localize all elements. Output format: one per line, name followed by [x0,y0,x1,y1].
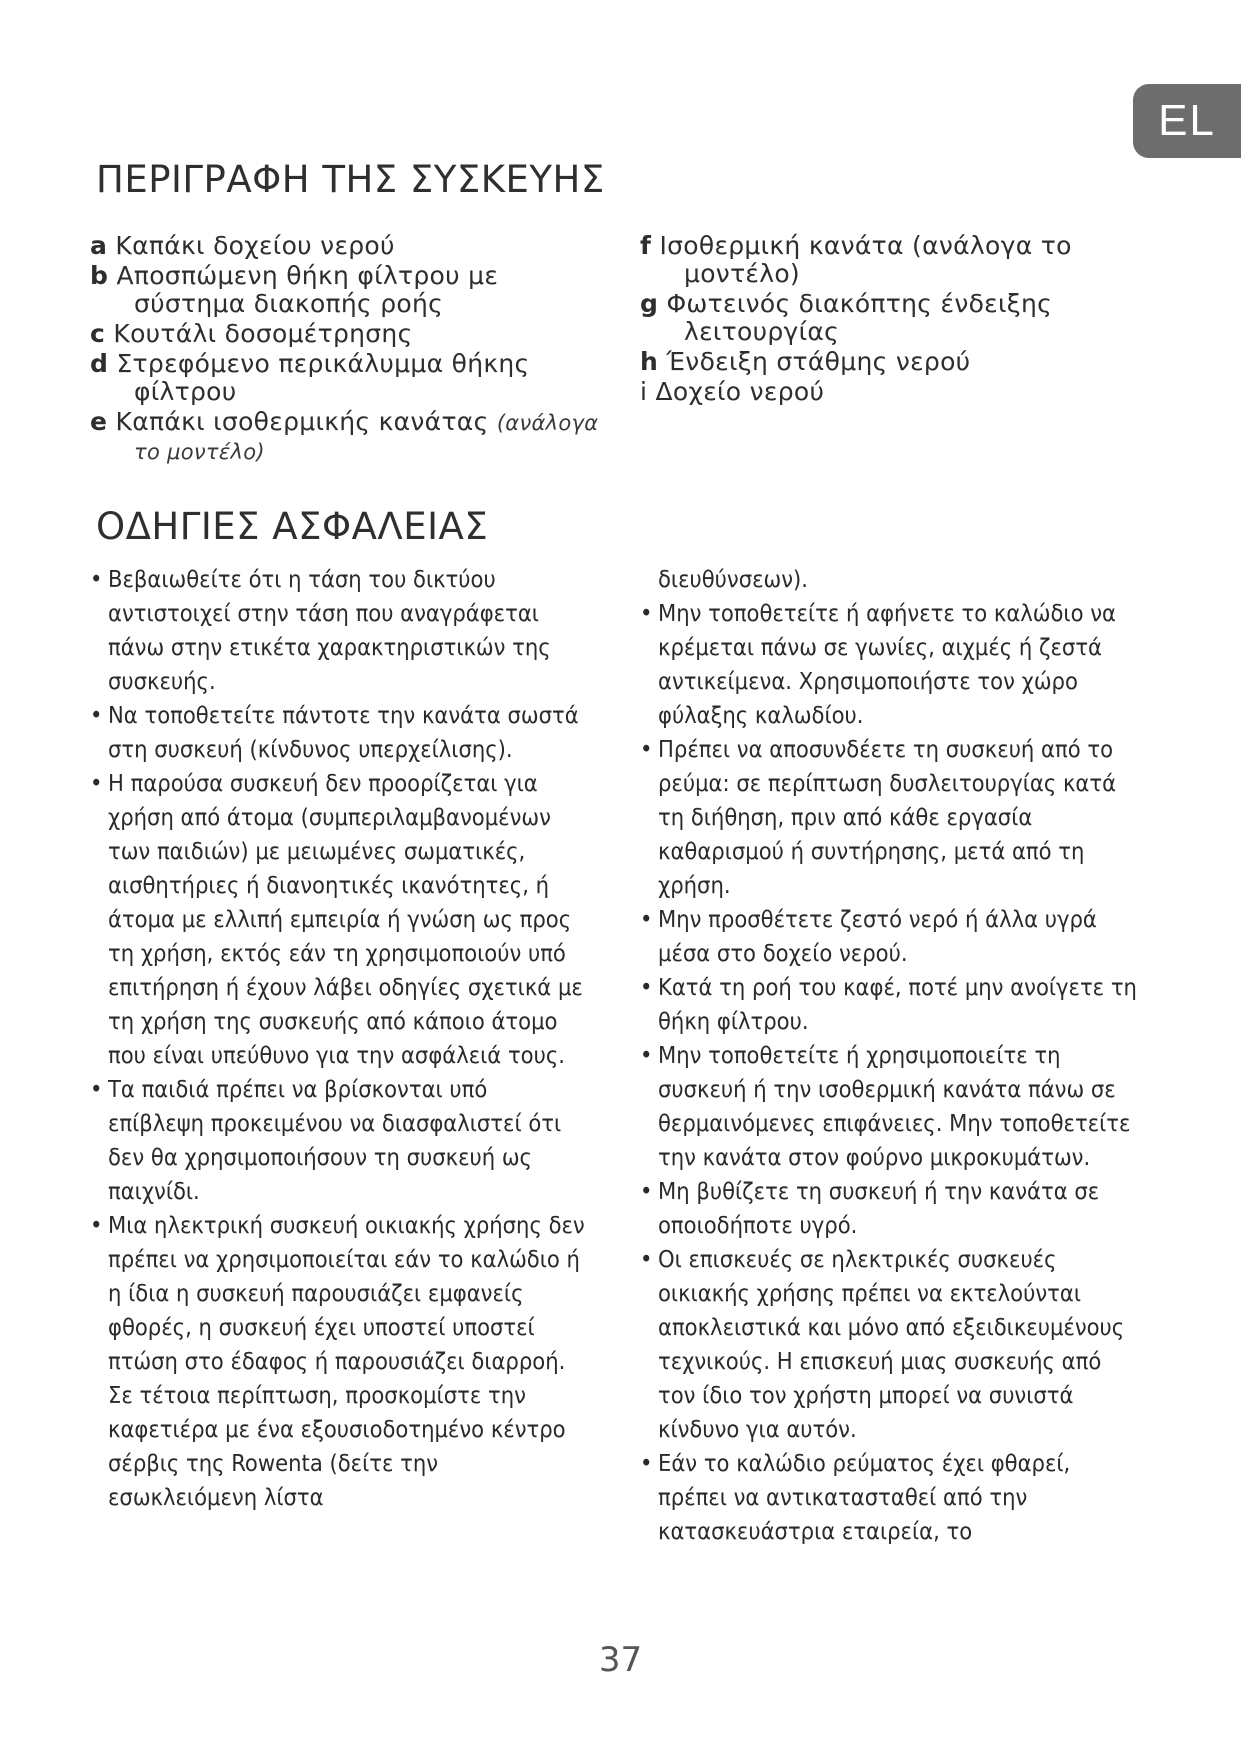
safety-item: • Κατά τη ροή του καφέ, ποτέ μην ανοίγετε τη θήκη φίλτρου. [640,970,1140,1038]
safety-list-right [640,562,1140,1548]
safety-item: • Να τοποθετείτε πάντοτε την κανάτα σωστά στη συσκευή (κίνδυνος υπερχείλισης). [90,698,590,766]
part-item: h Ένδειξη στάθμης νερού [640,347,971,376]
description-heading: ΠΕΡΙΓΡΑΦΗ ΤΗΣ ΣΥΣΚΕΥΗΣ [96,158,605,201]
language-tab: EL [1133,84,1241,158]
part-item: g Φωτεινός διακόπτης ένδειξης λειτουργίας [640,289,1053,346]
safety-item: • Πρέπει να αποσυνδέετε τη συσκευή από το ρεύμα: σε περίπτωση δυσλειτουργίας κατά τη διήθηση, πριν από κάθε εργασία καθαρισμού ή συντήρησης, μετά από τη χρήση. [640,732,1140,902]
safety-item: • Εάν το καλώδιο ρεύματος έχει φθαρεί, πρέπει να αντικατασταθεί από την κατασκευάστρια εταιρεία, το [640,1446,1140,1548]
safety-item: • Μη βυθίζετε τη συσκευή ή την κανάτα σε οποιοδήποτε υγρό. [640,1174,1140,1242]
model-note: (ανάλογα το μοντέλο) [134,411,599,464]
part-item: f Ισοθερμική κανάτα (ανάλογα το μοντέλο) [640,231,1072,288]
part-item: d Στρεφόμενο περικάλυμμα θήκης φίλτρου [90,349,530,406]
safety-item: • Μην τοποθετείτε ή χρησιμοποιείτε τη συσκευή ή την ισοθερμική κανάτα πάνω σε θερμαινόμενες επιφάνειες. Μην τοποθετείτε την κανάτα στον φούρνο μικροκυμάτων. [640,1038,1140,1174]
part-item: a Καπάκι δοχείου νερού [90,231,395,260]
safety-item: • Μην τοποθετείτε ή αφήνετε το καλώδιο να κρέμεται πάνω σε γωνίες, αιχμές ή ζεστά αντικείμενα. Χρησιμοποιήστε τον χώρο φύλαξης καλωδίου. [640,596,1140,732]
safety-item: • Η παρούσα συσκευή δεν προορίζεται για χρήση από άτομα (συμπεριλαμβανομένων των παιδιών) με μειωμένες σωματικές, αισθητήριες ή διανοητικές ικανότητες, ή άτομα με ελλιπή εμπειρία ή γνώση ως προς τη χρήση, εκτός εάν τη χρησιμοποιούν υπό επιτήρηση ή έχουν λάβει οδηγίες σχετικά με τη χρήση της συσκευής από κάποιο άτομο που είναι υπεύθυνο για την ασφάλειά τους. [90,766,590,1072]
safety-item-continuation: διευθύνσεων). [658,565,809,593]
part-item: b Αποσπώμενη θήκη φίλτρου με σύστημα διακοπής ροής [90,261,499,318]
part-item: c Κουτάλι δοσομέτρησης [90,319,413,348]
part-item: i Δοχείο νερού [640,377,825,406]
safety-heading: ΟΔΗΓΙΕΣ ΑΣΦΑΛΕΙΑΣ [96,505,489,548]
page-number: 37 [598,1640,643,1680]
safety-list-left [90,562,590,1514]
safety-item: • Μια ηλεκτρική συσκευή οικιακής χρήσης δεν πρέπει να χρησιμοποιείται εάν το καλώδιο ή η ίδια η συσκευή παρουσιάζει εμφανείς φθορές, η συσκευή έχει υποστεί υποστεί πτώση στο έδαφος ή παρουσιάζει διαρροή. Σε τέτοια περίπτωση, προσκομίστε την καφετιέρα με ένα εξουσιοδοτημένο κέντρο σέρβις της Rowenta (δείτε την εσωκλειόμενη λίστα [90,1208,590,1514]
part-item: e Καπάκι ισοθερμικής κανάτας (ανάλογα το μοντέλο) [90,407,599,464]
safety-item: • Οι επισκευές σε ηλεκτρικές συσκευές οικιακής χρήσης πρέπει να εκτελούνται αποκλειστικά και μόνο από εξειδικευμένους τεχνικούς. Η επισκευή μιας συσκευής από τον ίδιο τον χρήστη μπορεί να συνιστά κίνδυνο για αυτόν. [640,1242,1140,1446]
safety-item: • Τα παιδιά πρέπει να βρίσκονται υπό επίβλεψη προκειμένου να διασφαλιστεί ότι δεν θα χρησιμοποιήσουν τη συσκευή ως παιχνίδι. [90,1072,590,1208]
safety-item: • Βεβαιωθείτε ότι η τάση του δικτύου αντιστοιχεί στην τάση που αναγράφεται πάνω στην ετικέτα χαρακτηριστικών της συσκευής. [90,562,590,698]
parts-list-left [90,232,600,468]
parts-list-right [640,232,1120,408]
safety-item: • Μην προσθέτετε ζεστό νερό ή άλλα υγρά μέσα στο δοχείο νερού. [640,902,1140,970]
